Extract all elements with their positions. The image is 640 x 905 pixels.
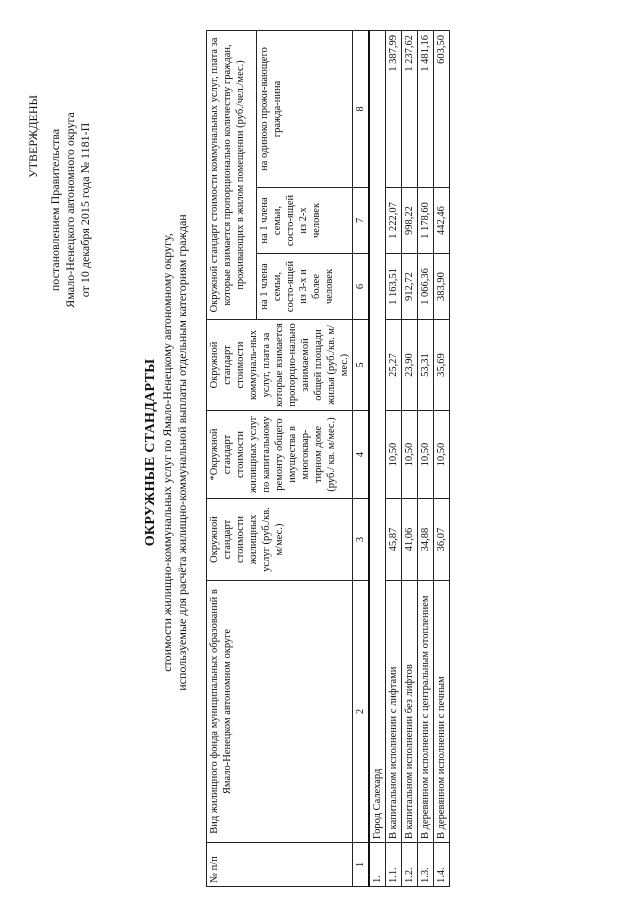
- header-family-2: на 1 члена семьи, состо-ящей из 2-х человек: [256, 188, 352, 254]
- row-value: 1 163,51: [386, 254, 402, 320]
- document-subtitle-line-2: используемые для расчёта жилищно-коммунальной выплаты отдельным категориям граждан: [175, 214, 189, 691]
- column-number: 6: [353, 254, 370, 320]
- row-housing-type: В деревянном исполнении с печным: [434, 581, 450, 843]
- row-value: 53,31: [418, 320, 434, 411]
- header-family-3-plus: на 1 члена семьи, состо-ящей из 3-х и более человек: [256, 254, 352, 320]
- row-value: 1 237,62: [402, 30, 418, 187]
- table-row: [418, 30, 434, 886]
- section-number: 1.: [369, 843, 386, 887]
- row-value: 10,50: [434, 411, 450, 499]
- column-number: 4: [353, 411, 370, 499]
- row-value: 1 066,36: [418, 254, 434, 320]
- header-single-resident: на одиноко прожи-вающего гражда-нина: [256, 30, 352, 187]
- row-value: 23,90: [402, 320, 418, 411]
- column-number: 3: [353, 499, 370, 581]
- row-value: 603,50: [434, 30, 450, 187]
- row-number: 1.3.: [418, 843, 434, 887]
- row-value: 25,27: [386, 320, 402, 411]
- row-value: 45,87: [386, 499, 402, 581]
- header-num: № п/п: [207, 843, 353, 887]
- header-row-1: [207, 30, 257, 886]
- row-value: 912,72: [402, 254, 418, 320]
- table-row: [402, 30, 418, 886]
- row-value: 1 481,16: [418, 30, 434, 187]
- approval-line-1: постановлением Правительства: [48, 128, 62, 292]
- header-housing-type: Вид жилищного фонда муниципальных образований в Ямало-Ненецком автономном округе: [207, 581, 353, 843]
- row-value: 383,90: [434, 254, 450, 320]
- row-number: 1.1.: [386, 843, 402, 887]
- approval-stamp: [26, 15, 93, 405]
- row-value: 998,22: [402, 188, 418, 254]
- row-value: 34,88: [418, 499, 434, 581]
- row-value: 1 178,60: [418, 188, 434, 254]
- section-row: [369, 30, 386, 886]
- approval-heading: УТВЕРЖДЕНЫ: [26, 95, 40, 178]
- column-number: 1: [353, 843, 370, 887]
- header-housing-services-standard: Окружной стандарт стоимости жилищных услуг (руб./кв. м/мес.): [207, 499, 353, 581]
- row-value: 1 222,07: [386, 188, 402, 254]
- row-value: 10,50: [386, 411, 402, 499]
- header-per-person-group: Окружной стандарт стоимости коммунальных услуг, плата за которые взимается пропорционально количеству граждан, проживающих в жилом помещении (руб./чел./мес.): [207, 30, 257, 319]
- document-title: ОКРУЖНЫЕ СТАНДАРТЫ: [143, 358, 158, 547]
- row-number: 1.4.: [434, 843, 450, 887]
- header-capital-repair-standard: *Окружной стандарт стоимости жилищных услуг по капитальному ремонту общего имущества в многоквар-тирном доме (руб./ кв. м/мес.): [207, 411, 353, 499]
- row-value: 442,46: [434, 188, 450, 254]
- table-row: [434, 30, 450, 886]
- row-number: 1.2.: [402, 843, 418, 887]
- column-number: 5: [353, 320, 370, 411]
- row-housing-type: В капитальном исполнении без лифтов: [402, 581, 418, 843]
- approval-line-2: Ямало-Ненецкого автономного округа: [63, 112, 77, 308]
- section-name: Город Салехард: [369, 30, 386, 842]
- row-value: 41,06: [402, 499, 418, 581]
- row-housing-type: В капитальном исполнении с лифтами: [386, 581, 402, 843]
- column-number: 7: [353, 188, 370, 254]
- standards-table: [206, 30, 450, 887]
- row-housing-type: В деревянном исполнении с центральным отоплением: [418, 581, 434, 843]
- column-number: 2: [353, 581, 370, 843]
- row-value: 10,50: [418, 411, 434, 499]
- row-value: 36,07: [434, 499, 450, 581]
- column-number-row: [353, 30, 370, 886]
- row-value: 1 387,99: [386, 30, 402, 187]
- row-value: 35,69: [434, 320, 450, 411]
- approval-line-3: от 10 декабря 2015 года № 1181-П: [78, 122, 92, 298]
- document-subtitle-line-1: стоимости жилищно-коммунальных услуг по Ямало-Ненецкому автономному округу,: [160, 233, 174, 672]
- row-value: 10,50: [402, 411, 418, 499]
- column-number: 8: [353, 30, 370, 187]
- table-row: [386, 30, 402, 886]
- header-area-utilities-standard: Окружной стандарт стоимости коммуналь-ных услуг, плата за которые взимается пропорцио-нально занимаемой общей площади жилья (руб./кв. м/ мес.): [207, 320, 353, 411]
